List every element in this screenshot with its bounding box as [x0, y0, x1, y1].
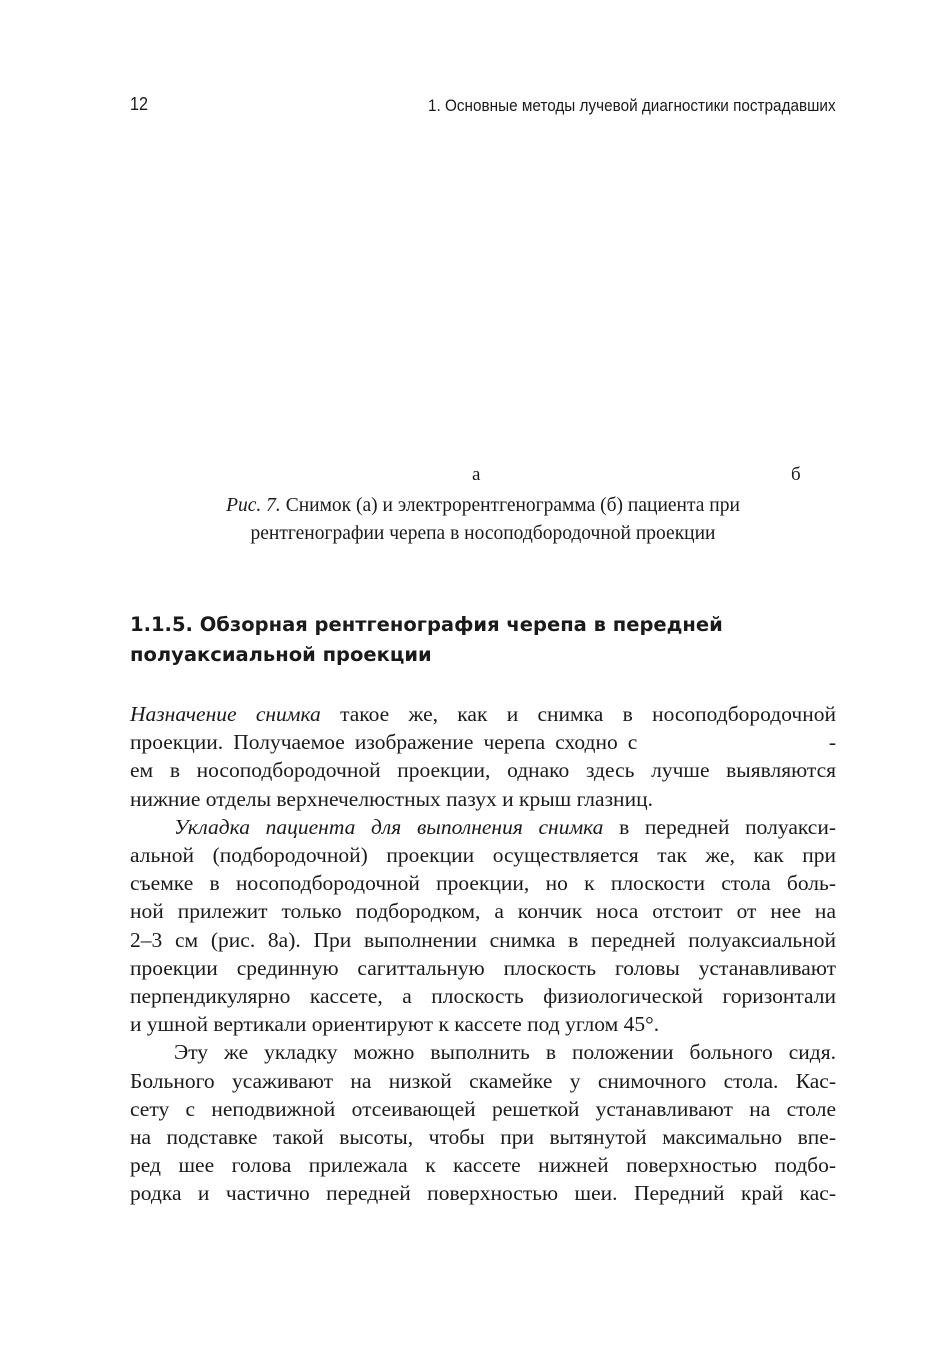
text-line: нижние отделы верхнечелюстных пазух и крыш глазниц.: [130, 786, 653, 811]
figure-panel-a-label: а: [472, 464, 481, 485]
section-heading-line-1: 1.1.5. Обзорная рентгенография черепа в передней: [130, 613, 723, 636]
text-line: перпендикулярно кассете, а плоскость физиологической горизонтали: [130, 984, 836, 1009]
text-line: съемке в носоподбородочной проекции, но к плоскости стола боль-: [130, 871, 836, 896]
paragraph-3: [130, 1038, 836, 1207]
running-head: [130, 94, 836, 118]
paragraph-1: [130, 700, 836, 813]
chapter-title: 1. Основные методы лучевой диагностики пострадавших: [427, 96, 836, 115]
emphasis: Укладка пациента для выполнения снимка: [174, 814, 604, 839]
emphasis: Назначение снимка: [130, 702, 321, 726]
text-line: проекции. Получаемое изображение черепа сходно с -: [130, 730, 836, 755]
text-line: Больного усаживают на низкой скамейке у снимочного стола. Кас-: [130, 1068, 836, 1093]
text-line: ем в носоподбородочной проекции, однако здесь лучше выявляются: [130, 758, 836, 783]
text-line: 2–3 см (рис. 8а). При выполнении снимка в передней полуаксиальной: [130, 927, 836, 952]
figure-caption: [130, 492, 836, 548]
section-heading: [130, 610, 836, 670]
text-line: проекции срединную сагиттальную плоскость головы устанавливают: [130, 955, 836, 980]
caption-label: Рис. 7.: [226, 495, 281, 516]
text-line: Назначение снимка такое же, как и снимка в носоподбородочной: [130, 702, 837, 726]
section-heading-line-2: полуаксиальной проекции: [130, 643, 432, 666]
text-line: сету с неподвижной отсеивающей решеткой устанавливают на столе: [130, 1096, 836, 1121]
text-line: ной прилежит только подбородком, а кончик носа отстоит от нее на: [130, 899, 836, 924]
text-line: альной (подбородочной) проекции осуществляется так же, как при: [130, 843, 836, 868]
figure-image-area: [130, 140, 836, 458]
page-number: 12: [130, 94, 149, 114]
text-line: и ушной вертикали ориентируют к кассете под углом 45°.: [130, 1012, 660, 1037]
body-text: [130, 700, 836, 1208]
text-line: Эту же укладку можно выполнить в положении больного сидя.: [174, 1040, 836, 1065]
figure-panel-b-label: б: [791, 464, 801, 485]
caption-line-2: рентгенографии черепа в носоподбородочной проекции: [250, 523, 716, 544]
paragraph-2: [130, 813, 836, 1039]
text-line: Укладка пациента для выполнения снимка в передней полуакси-: [174, 814, 836, 839]
text-line: на подставке такой высоты, чтобы при вытянутой максимально впе-: [130, 1125, 836, 1150]
caption-line-1: [130, 492, 836, 520]
text-line: ред шее голова прилежала к кассете нижней поверхностью подбо-: [130, 1153, 836, 1178]
text-line: родка и частично передней поверхностью шеи. Передний край кас-: [130, 1181, 836, 1206]
caption-text-1: Снимок (а) и электрорентгенограмма (б) пациента при: [280, 495, 740, 516]
